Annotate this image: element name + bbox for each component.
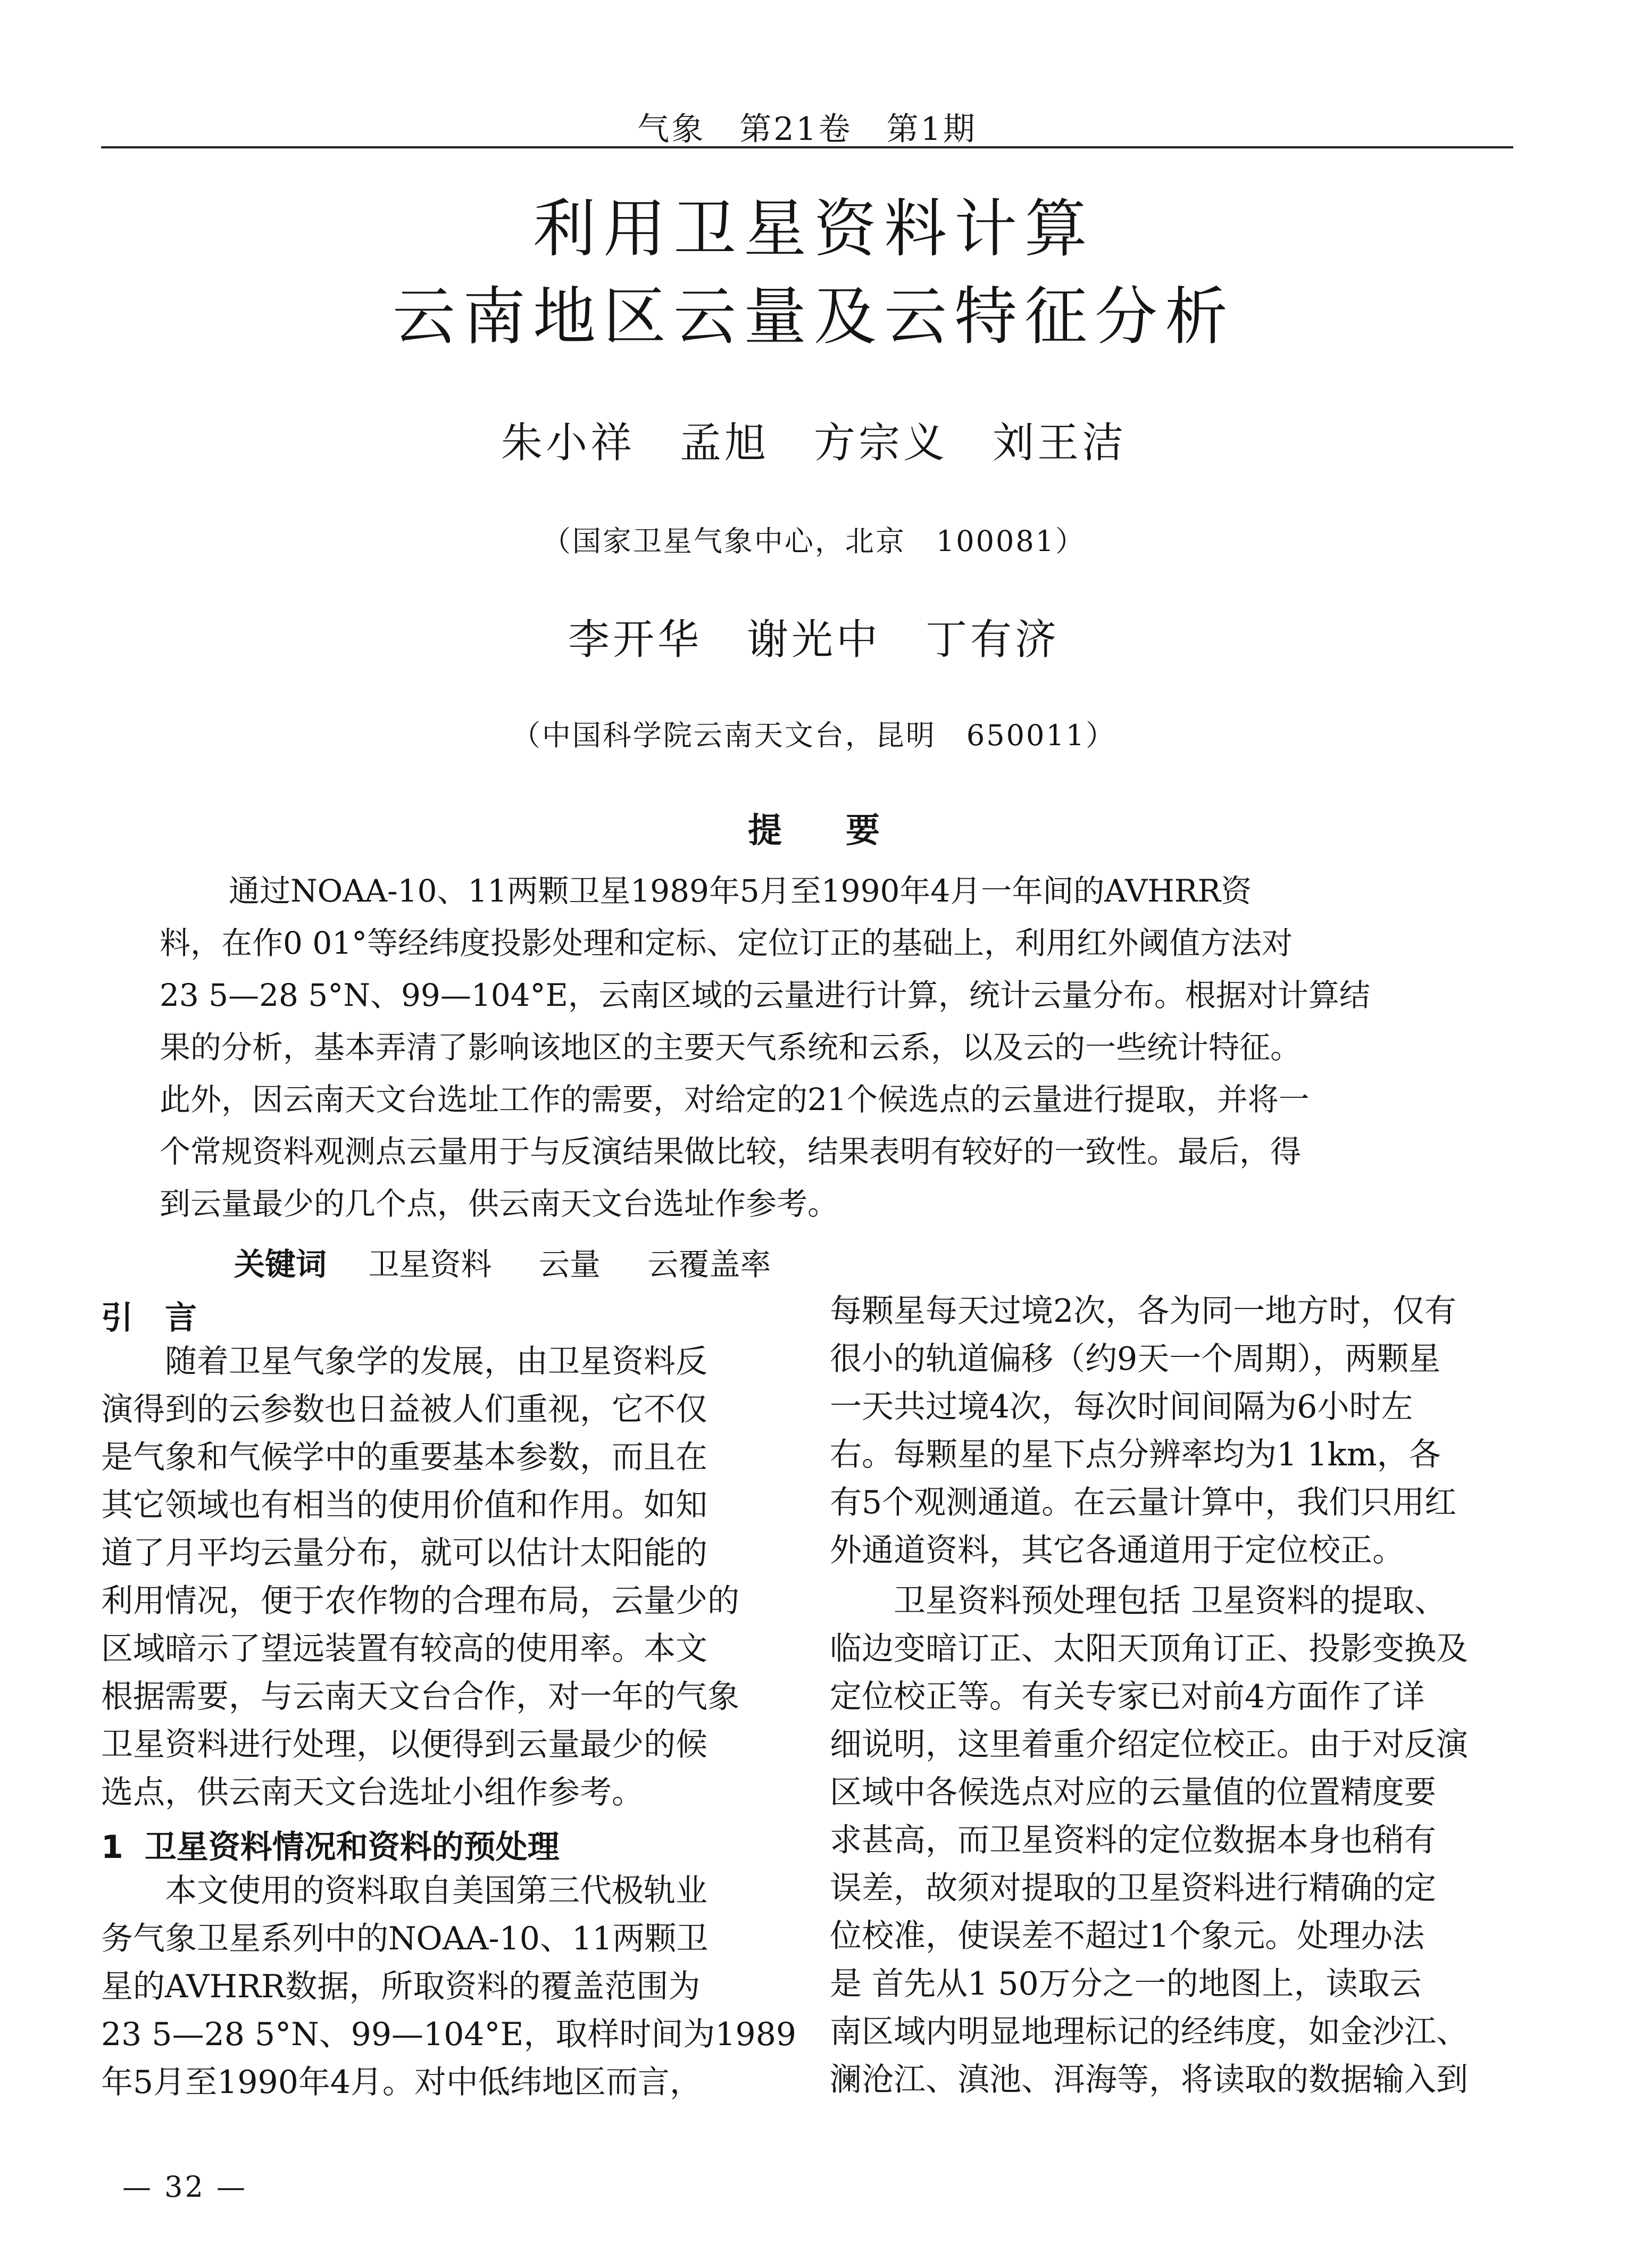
body-line: 求甚高，而卫星资料的定位数据本身也稍有 [830, 1822, 1436, 1859]
intro-heading: 引 言 [101, 1299, 197, 1337]
body-line: 本文使用的资料取自美国第三代极轨业 [101, 1872, 707, 1910]
body-line: 南区域内明显地理标记的经纬度，如金沙江、 [830, 2013, 1468, 2050]
keywords-label: 关键词 [234, 1246, 327, 1282]
abstract-line: 23 5—28 5°N、99—104°E，云南区域的云量进行计算，统计云量分布。根据对计算结 [160, 977, 1370, 1013]
body-line: 临边变暗订正、太阳天顶角订正、投影变换及 [830, 1630, 1468, 1667]
title-line-1: 利用卫星资料计算 [532, 192, 1095, 265]
body-line: 每颗星每天过境2次，各为同一地方时，仅有 [830, 1293, 1457, 1330]
body-line: 是 首先从1 50万分之一的地图上，读取云 [830, 1965, 1422, 2003]
abstract-line: 通过NOAA-10、11两颗卫星1989年5月至1990年4月一年间的AVHRR资 [229, 873, 1252, 909]
body-line: 选点，供云南天文台选址小组作参考。 [101, 1774, 644, 1811]
keyword-item: 卫星资料 [368, 1246, 492, 1282]
body-line: 23 5—28 5°N、99—104°E，取样时间为1989 [101, 2016, 797, 2053]
section-number: 1 [101, 1829, 123, 1866]
keywords [234, 1239, 808, 1284]
abstract-heading: 提要 [748, 811, 944, 850]
body-line: 卫星资料进行处理，以便得到云量最少的候 [101, 1726, 707, 1763]
body-line: 演得到的云参数也日益被人们重视，它不仅 [101, 1391, 707, 1428]
body-line: 很小的轨道偏移（约9天一个周期），两颗星 [830, 1340, 1441, 1378]
abstract-line: 此外，因云南天文台选址工作的需要，对给定的21个候选点的云量进行提取，并将一 [160, 1081, 1310, 1118]
body-line: 根据需要，与云南天文台合作，对一年的气象 [101, 1678, 739, 1715]
section-title: 卫星资料情况和资料的预处理 [144, 1829, 560, 1866]
body-line: 随着卫星气象学的发展，由卫星资料反 [101, 1343, 707, 1380]
affiliation-1: （国家卫星气象中心，北京 100081） [541, 524, 1086, 558]
abstract-line: 料，在作0 01°等经纬度投影处理和定标、定位订正的基础上，利用红外阈值方法对 [160, 925, 1293, 961]
body-line: 外通道资料，其它各通道用于定位校正。 [830, 1532, 1404, 1569]
abstract-line: 个常规资料观测点云量用于与反演结果做比较，结果表明有较好的一致性。最后，得 [160, 1133, 1302, 1170]
body-line: 道了月平均云量分布，就可以估计太阳能的 [101, 1535, 707, 1572]
body-line: 细说明，这里着重介绍定位校正。由于对反演 [830, 1726, 1468, 1763]
body-line: 利用情况，便于农作物的合理布局，云量少的 [101, 1582, 739, 1620]
journal-header: 气象 第21卷 第1期 [637, 111, 977, 148]
body-line: 位校准，使误差不超过1个象元。处理办法 [830, 1917, 1425, 1955]
title-line-2: 云南地区云量及云特征分析 [392, 280, 1235, 353]
authors-group-2: 李开华 谢光中 丁有济 [568, 616, 1060, 664]
body-line: 澜沧江、滇池、洱海等，将读取的数据输入到 [830, 2061, 1468, 2098]
body-line: 是气象和气候学中的重要基本参数，而且在 [101, 1439, 707, 1476]
abstract-line: 果的分析，基本弄清了影响该地区的主要天气系统和云系，以及云的一些统计特征。 [160, 1029, 1302, 1065]
body-line: 右。每颗星的星下点分辨率均为1 1km，各 [830, 1436, 1441, 1473]
body-line: 区域中各候选点对应的云量值的位置精度要 [830, 1774, 1436, 1811]
body-line: 有5个观测通道。在云量计算中，我们只用红 [830, 1484, 1457, 1521]
keyword-item: 云量 [538, 1246, 601, 1282]
header-rule [101, 146, 1513, 148]
body-line: 一天共过境4次，每次时间间隔为6小时左 [830, 1388, 1413, 1425]
body-line: 区域暗示了望远装置有较高的使用率。本文 [101, 1630, 707, 1667]
body-line: 卫星资料预处理包括 卫星资料的提取、 [830, 1582, 1447, 1620]
body-line: 其它领域也有相当的使用价值和作用。如知 [101, 1487, 707, 1524]
body-line: 误差，故须对提取的卫星资料进行精确的定 [830, 1870, 1436, 1907]
abstract-line: 到云量最少的几个点，供云南天文台选址作参考。 [160, 1186, 839, 1222]
page-number: — 32 — [122, 2170, 248, 2204]
body-line: 星的AVHRR数据，所取资料的覆盖范围为 [101, 1968, 701, 2005]
body-line: 定位校正等。有关专家已对前4方面作了详 [830, 1678, 1425, 1715]
body-line: 年5月至1990年4月。对中低纬地区而言， [101, 2064, 702, 2101]
body-line: 务气象卫星系列中的NOAA-10、11两颗卫 [101, 1920, 709, 1957]
keyword-item: 云覆盖率 [647, 1246, 771, 1282]
authors-group-1: 朱小祥 孟旭 方宗义 刘王洁 [501, 419, 1127, 467]
section-1-heading [101, 1822, 560, 1867]
affiliation-2: （中国科学院云南天文台，昆明 650011） [511, 719, 1116, 752]
